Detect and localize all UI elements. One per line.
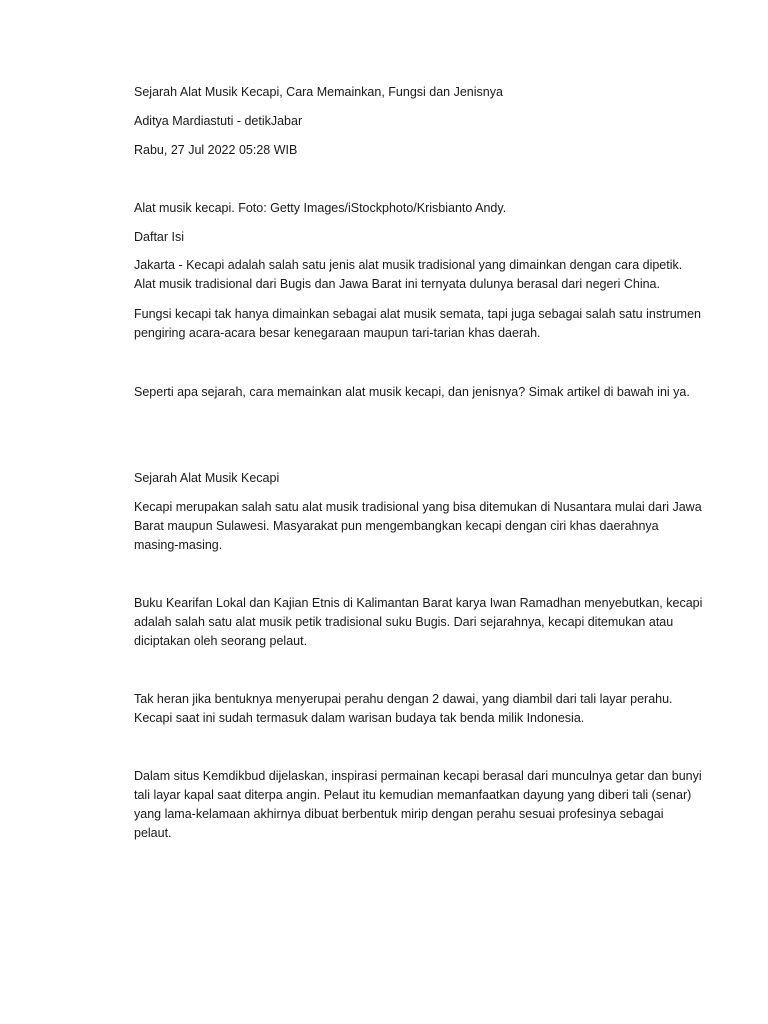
section-heading: Sejarah Alat Musik Kecapi — [134, 471, 280, 485]
article-date: Rabu, 27 Jul 2022 05:28 WIB — [134, 143, 298, 157]
paragraph-history-1: Kecapi merupakan salah satu alat musik tradisional yang bisa ditemukan di Nusantara mulai dari Jawa Barat maupun Sulawesi. Masyarakat pun mengembangkan kecapi dengan ciri khas daerahnya masing-masing. — [134, 500, 702, 552]
photo-caption: Alat musik kecapi. Foto: Getty Images/iStockphoto/Krisbianto Andy. — [134, 201, 507, 215]
paragraph-question: Seperti apa sejarah, cara memainkan alat musik kecapi, dan jenisnya? Simak artikel di bawah ini ya. — [134, 385, 690, 399]
paragraph-history-4: Dalam situs Kemdikbud dijelaskan, inspirasi permainan kecapi berasal dari munculnya getar dan bunyi tali layar kapal saat diterpa angin. Pelaut itu kemudian memanfaatkan dayung yang diberi tali (senar) yang lama-kelamaan akhirnya dibuat berbentuk mirip dengan perahu sesuai profesinya sebagai pelaut. — [134, 769, 702, 840]
paragraph-history-3: Tak heran jika bentuknya menyerupai perahu dengan 2 dawai, yang diambil dari tali layar perahu. Kecapi saat ini sudah termasuk dalam warisan budaya tak benda milik Indonesia. — [134, 692, 673, 725]
article-title: Sejarah Alat Musik Kecapi, Cara Memainkan, Fungsi dan Jenisnya — [134, 85, 503, 99]
paragraph-intro: Jakarta - Kecapi adalah salah satu jenis alat musik tradisional yang dimainkan dengan cara dipetik. Alat musik tradisional dari Bugis dan Jawa Barat ini ternyata dulunya berasal dari negeri China. — [134, 258, 683, 291]
article-byline: Aditya Mardiastuti - detikJabar — [134, 114, 303, 128]
paragraph-history-2: Buku Kearifan Lokal dan Kajian Etnis di Kalimantan Barat karya Iwan Ramadhan menyebutkan, kecapi adalah salah satu alat musik petik tradisional suku Bugis. Dari sejarahnya, kecapi ditemukan atau diciptakan oleh seorang pelaut. — [134, 596, 703, 648]
table-of-contents-label: Daftar Isi — [134, 230, 185, 244]
paragraph-function: Fungsi kecapi tak hanya dimainkan sebagai alat musik semata, tapi juga sebagai salah satu instrumen pengiring acara-acara besar kenegaraan maupun tari-tarian khas daerah. — [134, 307, 701, 340]
